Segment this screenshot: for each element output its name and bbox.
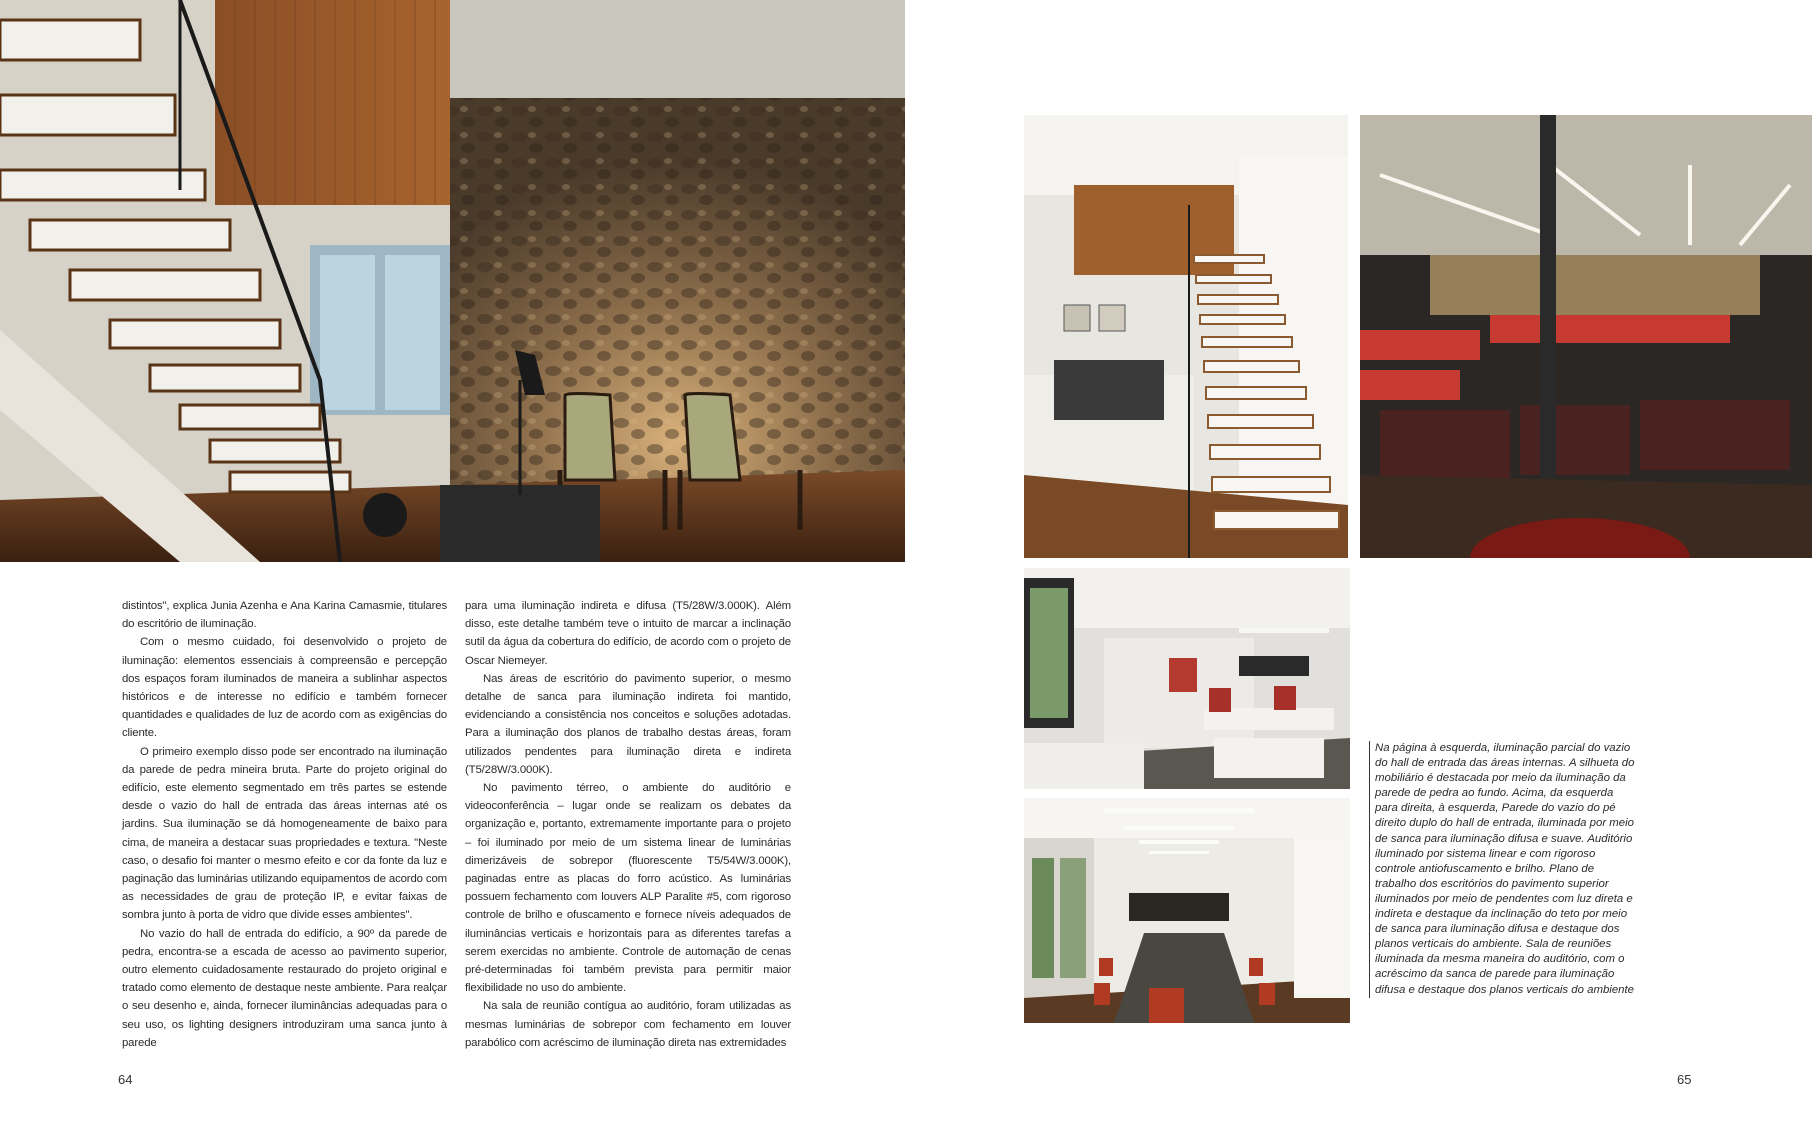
- paragraph: Com o mesmo cuidado, foi desenvolvido o projeto de iluminação: elementos essenciais à compreensão e percepção dos espaços foram iluminados de maneira a sublinhar aspectos históricos e de interesse no edifício e também fornecer quantidades e qualidades de luz de acordo com as exigências do cliente.: [122, 636, 447, 740]
- page-number-left: 64: [118, 1072, 133, 1087]
- photo-auditorium: [1360, 115, 1812, 558]
- photo-meeting-room: [1024, 798, 1350, 1023]
- paragraph: para uma iluminação indireta e difusa (T5/28W/3.000K). Além disso, este detalhe também teve o intuito de marcar a inclinação sutil da água da cobertura do edifício, de acordo com o projeto de Oscar Niemeyer.: [465, 600, 791, 667]
- photo-offices-upper-floor: [1024, 568, 1350, 789]
- article-column-2: [465, 597, 791, 1052]
- hero-photo-stone-wall-hall: [0, 0, 905, 562]
- paragraph: No vazio do hall de entrada do edifício, a 90º da parede de pedra, encontra-se a escada de acesso ao pavimento superior, outro elemento cuidadosamente restaurado do projeto original e tratado como elemento de destaque neste ambiente. Para realçar o seu desenho e, ainda, fornecer iluminâncias adequadas para o seu uso, os lighting designers introduziram uma sanca junto à parede: [122, 927, 447, 1049]
- paragraph: O primeiro exemplo disso pode ser encontrado na iluminação da parede de pedra mineira bruta. Parte do projeto original do edifício, este elemento segmentado em três partes se estende desde o vazio do hall de entrada das áreas internas até os jardins. Sua iluminação se dá homogeneamente de baixo para cima, de maneira a destacar suas propriedades e textura. "Neste caso, o desafio foi manter o mesmo efeito e cor da fonte da luz e paginação das luminárias utilizando equipamentos de acordo com as necessidades de grau de proteção IP, e evitar faixas de sombra junto à porta de vidro que divide esses ambientes".: [122, 745, 447, 922]
- page-number-right: 65: [1677, 1072, 1692, 1087]
- paragraph: Na sala de reunião contígua ao auditório, foram utilizadas as mesmas luminárias de sobrepor com fechamento em louver parabólico com acréscimo de iluminação direta nas extremidades: [465, 1000, 791, 1049]
- paragraph: Nas áreas de escritório do pavimento superior, o mesmo detalhe de sanca para iluminação indireta foi mantido, evidenciando a consistência nos conceitos e soluções adotadas. Para a iluminação dos planos de trabalho destas áreas, foram utilizados pendentes para iluminação direta e indireta (T5/28W/3.000K).: [465, 672, 791, 776]
- photo-caption: Na página à esquerda, iluminação parcial do vazio do hall de entrada das áreas internas. A silhueta do mobiliário é destacada por meio da iluminação da parede de pedra ao fundo. Acima, da esquerda para direita, à esquerda, Parede do vazio do pé direito duplo do hall de entrada, iluminada por meio de sanca para iluminação difusa e suave. Auditório iluminado por sistema linear e com rigoroso controle antiofuscamento e brilho. Plano de trabalho dos escritórios do pavimento superior iluminados por meio de pendentes com luz direta e indireta e destaque da inclinação do teto por meio de sanca para iluminação difusa e destaque dos planos verticais do ambiente. Sala de reuniões iluminada da mesma maneira do auditório, com o acréscimo da sanca de parede para iluminação difusa e destaque dos planos verticais do ambiente: [1369, 741, 1637, 998]
- article-column-1: [122, 597, 447, 1052]
- paragraph: No pavimento térreo, o ambiente do auditório e videoconferência – lugar onde se realizam os debates da organização e, portanto, extremamente importante para o projeto – foi iluminado por meio de um sistema linear de luminárias dimerizáveis de sobrepor (fluorescente T5/54W/3.000K), paginadas entre as placas do forro acústico. As luminárias possuem fechamento com louvers ALP Paralite #5, com rigoroso controle de brilho e ofuscamento e fornece níveis adequados de iluminâncias verticais e horizontais para as diferentes tarefas a serem exercidas no ambiente. Controle de automação de cenas pré-determinadas foi também prevista para permitir maior flexibilidade no uso do ambiente.: [465, 782, 791, 995]
- paragraph: distintos", explica Junia Azenha e Ana Karina Camasmie, titulares do escritório de iluminação.: [122, 600, 447, 631]
- photo-staircase-double-height: [1024, 115, 1348, 558]
